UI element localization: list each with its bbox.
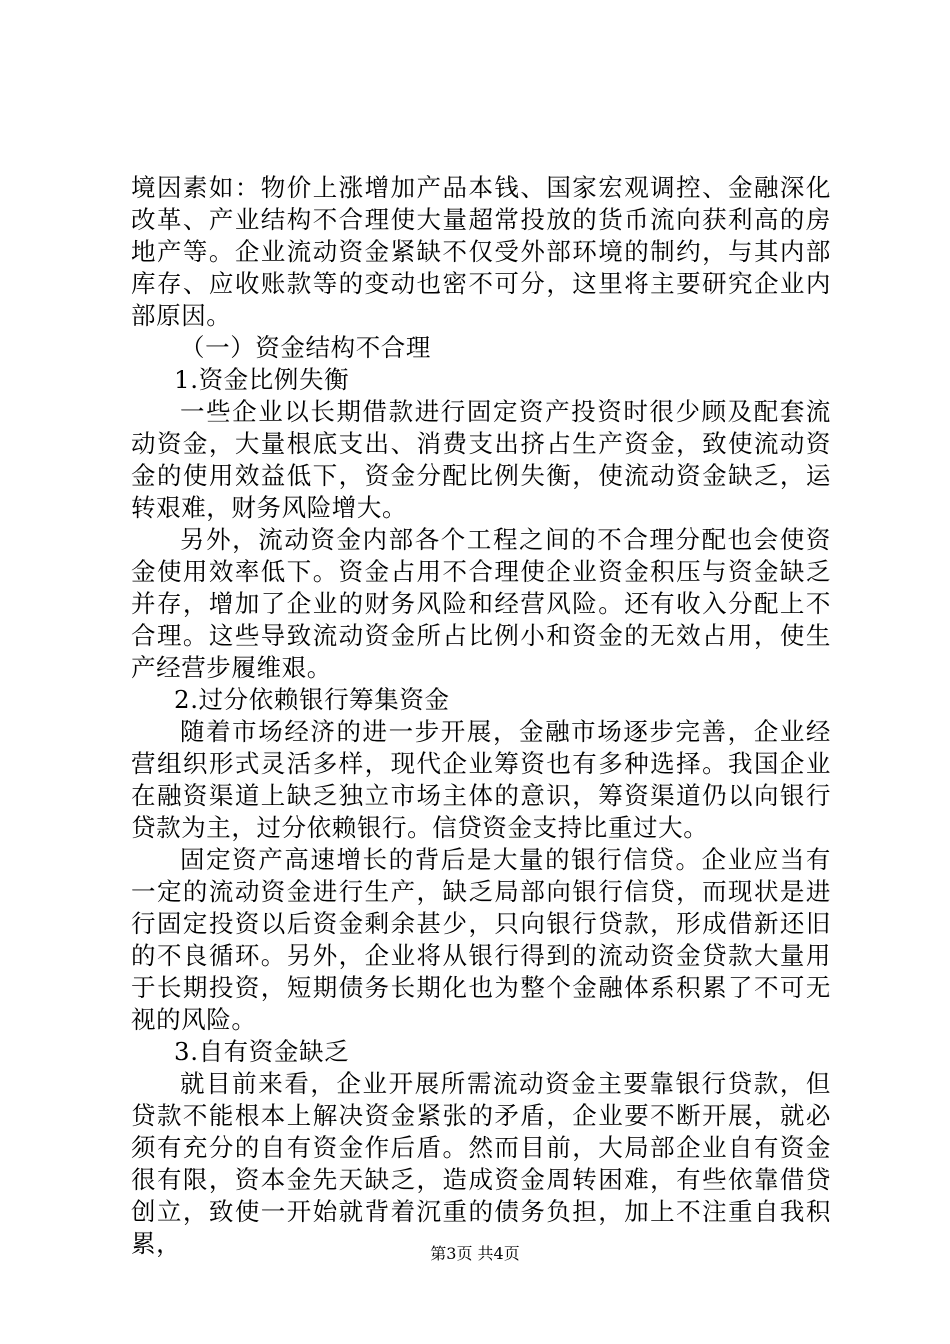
paragraph: 固定资产高速增长的背后是大量的银行信贷。企业应当有一定的流动资金进行生产，缺乏局部向银行信贷，而现状是进行固定投资以后资金剩余甚少，只向银行贷款，形成借新还旧的不良循环。另外，企业将从银行得到的流动资金贷款大量用于长期投资，短期债务长期化也为整个金融体系积累了不可无视的风险。 bbox=[131, 845, 831, 1034]
paragraph: 随着市场经济的进一步开展，金融市场逐步完善，企业经营组织形式灵活多样，现代企业筹资也有多种选择。我国企业在融资渠道上缺乏独立市场主体的意识，筹资渠道仍以向银行贷款为主，过分依赖银行。信贷资金支持比重过大。 bbox=[131, 717, 831, 842]
document-body bbox=[131, 172, 831, 1260]
paragraph: 一些企业以长期借款进行固定资产投资时很少顾及配套流动资金，大量根底支出、消费支出挤占生产资金，致使流动资金的使用效益低下，资金分配比例失衡，使流动资金缺乏，运转艰难，财务风险增大。 bbox=[131, 397, 831, 522]
section-heading-capital-structure: （一）资金结构不合理 bbox=[180, 333, 431, 362]
paragraph: 另外，流动资金内部各个工程之间的不合理分配也会使资金使用效率低下。资金占用不合理使企业资金积压与资金缺乏并存，增加了企业的财务风险和经营风险。还有收入分配上不合理。这些导致流动资金所占比例小和资金的无效占用，使生产经营步履维艰。 bbox=[131, 525, 831, 682]
subheading-own-capital: 3.自有资金缺乏 bbox=[174, 1037, 350, 1066]
paragraph: 就目前来看，企业开展所需流动资金主要靠银行贷款，但贷款不能根本上解决资金紧张的矛盾，企业要不断开展，就必须有充分的自有资金作后盾。然而目前，大局部企业自有资金很有限，资本金先天缺乏，造成资金周转困难，有些依靠借贷创立，致使一开始就背着沉重的债务负担，加上不注重自我积累， bbox=[131, 1069, 831, 1258]
subheading-bank-dependence: 2.过分依赖银行筹集资金 bbox=[174, 685, 450, 714]
paragraph-continuation: 境因素如：物价上涨增加产品本钱、国家宏观调控、金融深化改革、产业结构不合理使大量超常投放的货币流向获利高的房地产等。企业流动资金紧缺不仅受外部环境的制约，与其内部库存、应收账款等的变动也密不可分，这里将主要研究企业内部原因。 bbox=[131, 173, 831, 330]
subheading-capital-ratio: 1.资金比例失衡 bbox=[174, 365, 350, 394]
page-number-footer: 第3页 共4页 bbox=[430, 1244, 520, 1263]
